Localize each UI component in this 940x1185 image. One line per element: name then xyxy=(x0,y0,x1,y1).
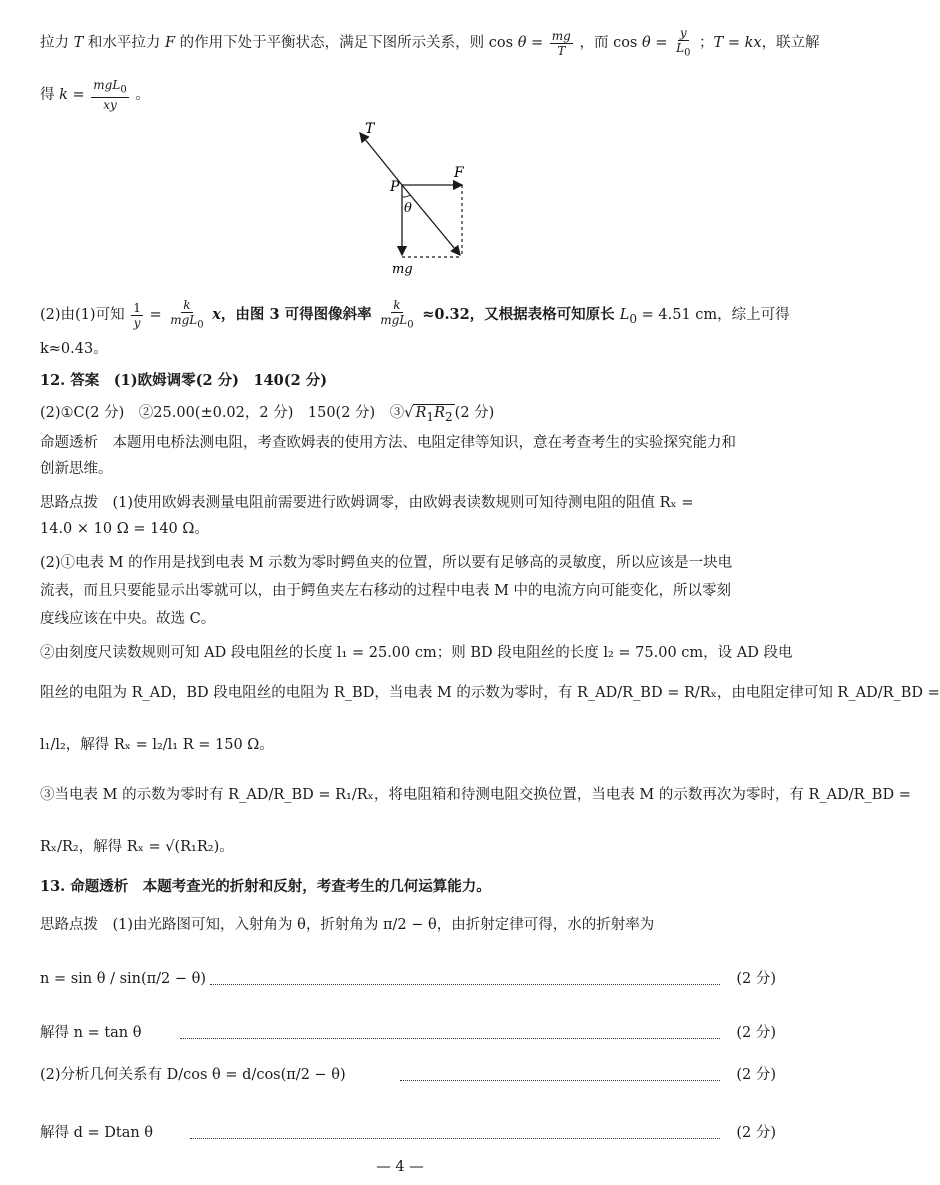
force-diagram xyxy=(340,115,490,280)
text-line: (2)①C(2 分) ②25.00(±0.02，2 分) 150(2 分) ③√ $R_1R_2$ (2 分) xyxy=(40,405,495,424)
text-line: 命题透析 本题用电桥法测电阻，考查欧姆表的使用方法、电阻定律等知识，意在考查考生的实验探究能力和 xyxy=(40,435,736,451)
text-line: 流表，而且只要能显示出零就可以，由于鳄鱼夹左右移动的过程中电表 M 中的电流方向可能变化，所以零刻 xyxy=(40,583,732,599)
page-number: — 4 — xyxy=(376,1159,424,1175)
equation-1: n = sin θ / sin(π/2 − θ) xyxy=(40,971,207,987)
score: (2 分) xyxy=(736,1125,776,1141)
label-mg: mg xyxy=(392,262,413,277)
score: (2 分) xyxy=(736,971,776,987)
text-line: (2)由(1)可知 $\frac{1}{y}$ = $\frac{k}{mgL_0}$ x，由图 3 可得图像斜率 $\frac{k}{mgL_0}$ ≈0.32，又根据表格可知原长 $L_0 = 4.51$ cm，综上可得 xyxy=(40,298,790,331)
equation-3: (2)分析几何关系有 D/cos θ = d/cos(π/2 − θ) xyxy=(40,1067,346,1083)
label-f: F xyxy=(454,165,464,181)
text-line: 思路点拨 (1)使用欧姆表测量电阻前需要进行欧姆调零，由欧姆表读数规则可知待测电阻的阻值 Rₓ = xyxy=(40,495,694,511)
text-line: l₁/l₂，解得 Rₓ = l₂/l₁ R = 150 Ω。 xyxy=(40,737,274,753)
text-line: ③当电表 M 的示数为零时有 R_AD/R_BD = R₁/Rₓ，将电阻箱和待测电阻交换位置，当电表 M 的示数再次为零时，有 R_AD/R_BD = xyxy=(40,787,911,803)
label-theta: θ xyxy=(404,201,412,216)
text-line: 拉力 T 和水平拉力 F 的作用下处于平衡状态，满足下图所示关系，则 cos θ = $\frac{mg}{T}$ ，而 cos θ = $\frac{y}{L_0}$ ；T = kx，联立解 xyxy=(40,26,820,59)
leader-dots xyxy=(210,984,720,985)
equation-2: 解得 n = tan θ xyxy=(40,1025,142,1041)
tension-arrow xyxy=(360,133,402,185)
leader-dots xyxy=(400,1080,720,1081)
text-line: 阻丝的电阻为 R_AD，BD 段电阻丝的电阻为 R_BD，当电表 M 的示数为零时，有 R_AD/R_BD = R/Rₓ，由电阻定律可知 R_AD/R_BD = xyxy=(40,685,940,701)
question-13-head: 13. 命题透析 本题考查光的折射和反射，考查考生的几何运算能力。 xyxy=(40,878,491,895)
equation-4: 解得 d = Dtan θ xyxy=(40,1125,154,1141)
label-t: T xyxy=(365,121,375,137)
angle-arc xyxy=(402,195,410,197)
label-p: P xyxy=(390,179,400,195)
text-line: (2)①电表 M 的作用是找到电表 M 示数为零时鳄鱼夹的位置，所以要有足够高的灵敏度，所以应该是一块电 xyxy=(40,555,733,571)
text-line: 14.0 × 10 Ω = 140 Ω。 xyxy=(40,521,209,537)
text-line: Rₓ/R₂，解得 Rₓ = √(R₁R₂)。 xyxy=(40,839,234,855)
score: (2 分) xyxy=(736,1025,776,1041)
text-line: 度线应该在中央。故选 C。 xyxy=(40,611,216,627)
text-line: 创新思维。 xyxy=(40,461,113,477)
score: (2 分) xyxy=(736,1067,776,1083)
text-line: 得 k = $\frac{mgL_0}{xy}$ 。 xyxy=(40,78,150,113)
question-12-head: 12. 答案 (1)欧姆调零(2 分) 140(2 分) xyxy=(40,372,328,389)
text-line: 思路点拨 (1)由光路图可知，入射角为 θ，折射角为 π/2 − θ，由折射定律可得，水的折射率为 xyxy=(40,917,655,933)
text-line: ②由刻度尺读数规则可知 AD 段电阻丝的长度 l₁ = 25.00 cm；则 BD 段电阻丝的长度 l₂ = 75.00 cm，设 AD 段电 xyxy=(40,645,793,661)
text-line: k≈0.43。 xyxy=(40,341,108,357)
resultant-arrow xyxy=(402,185,460,255)
leader-dots xyxy=(180,1038,720,1039)
leader-dots xyxy=(190,1138,720,1139)
